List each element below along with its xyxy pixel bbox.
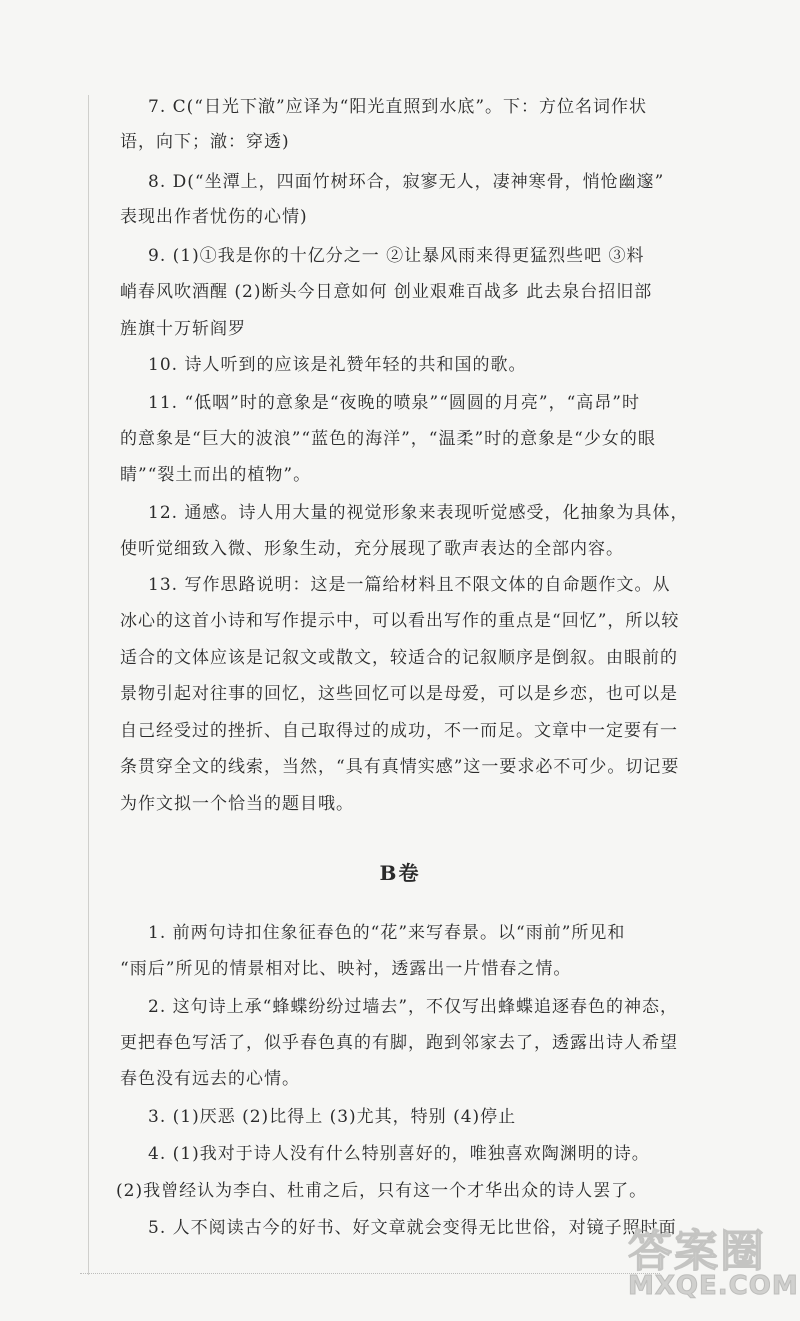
answer-13-line-7: 为作文拟一个恰当的题目哦。 <box>120 794 354 814</box>
answer-7-line-1: 7. C(“日光下澈”应译为“阳光直照到水底”。下：方位名词作状 <box>148 97 648 117</box>
answer-9-line-1: 9. (1)①我是你的十亿分之一 ②让暴风雨来得更猛烈些吧 ③料 <box>148 246 645 266</box>
watermark-url-text: MXQE.COM <box>628 1271 799 1301</box>
b-answer-2-line-1: 2. 这句诗上承“蜂蝶纷纷过墙去”，不仅写出蜂蝶追逐春色的神态， <box>148 997 679 1017</box>
watermark-logo-text: 答案圈 <box>628 1226 766 1277</box>
left-margin-rule <box>88 95 89 1275</box>
b-answer-2-line-3: 春色没有远去的心情。 <box>120 1069 300 1089</box>
answer-13-line-6: 条贯穿全文的线索，当然，“具有真情实感”这一要求必不可少。切记要 <box>120 757 680 777</box>
answer-11-line-2: 的意象是“巨大的波浪”“蓝色的海洋”，“温柔”时的意象是“少女的眼 <box>120 429 656 449</box>
answer-7-line-2: 语，向下；澈：穿透) <box>120 132 290 152</box>
answer-12-line-1: 12. 通感。诗人用大量的视觉形象来表现听觉感受，化抽象为具体， <box>148 503 689 523</box>
watermark-logo <box>628 1215 799 1315</box>
answer-13-line-1: 13. 写作思路说明：这是一篇给材料且不限文体的自命题作文。从 <box>148 575 671 595</box>
b-answer-4-line-1: 4. (1)我对于诗人没有什么特别喜好的，唯独喜欢陶渊明的诗。 <box>148 1144 650 1164</box>
footer-dotted-rule <box>80 1273 660 1274</box>
answer-13-line-5: 自己经受过的挫折、自己取得过的成功，不一而足。文章中一定要有一 <box>120 721 678 741</box>
b-answer-1-line-2: “雨后”所见的情景相对比、映衬，透露出一片惜春之情。 <box>120 959 572 979</box>
answer-12-line-2: 使听觉细致入微、形象生动，充分展现了歌声表达的全部内容。 <box>120 539 624 559</box>
b-answer-2-line-2: 更把春色写活了，似乎春色真的有脚，跑到邻家去了，透露出诗人希望 <box>120 1033 678 1053</box>
answer-13-line-2: 冰心的这首小诗和写作提示中，可以看出写作的重点是“回忆”，所以较 <box>120 611 680 631</box>
answer-10-line-1: 10. 诗人听到的应该是礼赞年轻的共和国的歌。 <box>148 355 527 375</box>
answer-11-line-1: 11. “低咽”时的意象是“夜晚的喷泉”“圆圆的月亮”，“高昂”时 <box>148 393 640 413</box>
answer-8-line-2: 表现出作者忧伤的心情) <box>120 207 308 227</box>
b-answer-5-line-1: 5. 人不阅读古今的好书、好文章就会变得无比世俗，对镜子照时面 <box>148 1218 677 1238</box>
answer-8-line-1: 8. D(“坐潭上，四面竹树环合，寂寥无人，凄神寒骨，悄怆幽邃” <box>148 172 665 192</box>
b-answer-3-line-1: 3. (1)厌恶 (2)比得上 (3)尤其，特别 (4)停止 <box>148 1107 517 1127</box>
answer-13-line-4: 景物引起对往事的回忆，这些回忆可以是母爱，可以是乡恋，也可以是 <box>120 684 678 704</box>
answer-11-line-3: 睛”“裂土而出的植物”。 <box>120 465 312 485</box>
b-answer-4-line-2: (2)我曾经认为李白、杜甫之后，只有这一个才华出众的诗人罢了。 <box>116 1181 648 1201</box>
answer-9-line-3: 旌旗十万斩阎罗 <box>120 319 246 339</box>
answer-13-line-3: 适合的文体应该是记叙文或散文，较适合的记叙顺序是倒叙。由眼前的 <box>120 648 678 668</box>
b-answer-1-line-1: 1. 前两句诗扣住象征春色的“花”来写春景。以“雨前”所见和 <box>148 923 626 943</box>
section-b-title: B卷 <box>379 861 421 885</box>
answer-9-line-2: 峭春风吹酒醒 (2)断头今日意如何 创业艰难百战多 此去泉台招旧部 <box>120 282 653 302</box>
